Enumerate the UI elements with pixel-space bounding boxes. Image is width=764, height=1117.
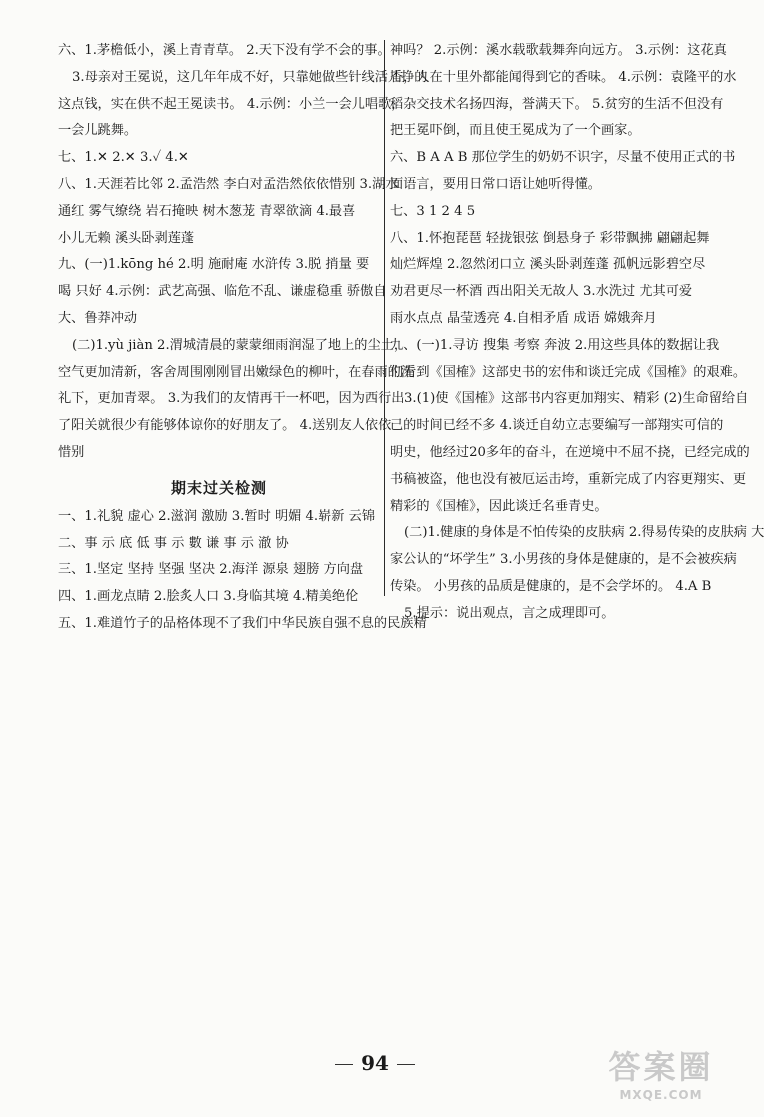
answer-line: 家公认的“坏学生” 3.小男孩的身体是健康的，是不会被疾病 [390, 552, 737, 568]
footer-dash-right [397, 1064, 415, 1065]
answer-line: 六、1.茅檐低小，溪上青青草。 2.天下没有学不会的事。 [58, 43, 391, 58]
answer-line: 五、1.难道竹子的品格体现不了我们中华民族自强不息的民族精 [58, 615, 427, 631]
answer-line: 雨水点点 晶莹透亮 4.自相矛盾 成语 嫦娥奔月 [390, 310, 657, 326]
answer-line: 空气更加清新，客舍周围刚刚冒出嫩绿色的柳叶，在春雨的洗 [58, 364, 415, 380]
answer-line: 七、3 1 2 4 5 [390, 203, 476, 219]
watermark-url: MXQE.COM [619, 1088, 703, 1102]
answer-line: 小儿无赖 溪头卧剥莲蓬 [58, 230, 195, 246]
left-answers-bottom [58, 504, 427, 638]
answer-line: 明史，他经过20多年的奋斗，在逆境中不屈不挠，已经完成的 [390, 444, 750, 460]
answer-line: 5.提示：说出观点，言之成理即可。 [404, 605, 615, 621]
answer-line: 通红 雾气缭绕 岩石掩映 树木葱茏 青翠欲滴 4.最喜 [58, 203, 356, 219]
answer-line: 灿烂辉煌 2.忽然闭口立 溪头卧剥莲蓬 孤帆远影碧空尽 [390, 257, 706, 273]
page-number: 94 [361, 1051, 389, 1075]
answer-line: 九、(一)1.寻访 搜集 考察 奔波 2.用这些具体的数据让我 [390, 337, 720, 353]
answer-line: 劝君更尽一杯酒 西出阳关无故人 3.水洗过 尤其可爱 [390, 284, 693, 300]
answer-line: 惜别 [58, 444, 85, 460]
column-divider [384, 40, 385, 596]
answer-line: 九、(一)1.kōng hé 2.明 施耐庵 水浒传 3.脱 捎量 要 [58, 257, 370, 273]
answer-line: 这点钱，实在供不起王冕读书。 4.示例：小兰一会儿唱歌， [58, 96, 405, 112]
section-title: 期末过关检测 [170, 478, 267, 497]
answer-line: (二)1.yù jiàn 2.渭城清晨的蒙蒙细雨润湿了地上的尘土， [72, 337, 408, 353]
footer-dash-left [335, 1064, 353, 1065]
answer-line: 书稿被盗，他也没有被厄运击垮，重新完成了内容更翔实、更 [390, 471, 747, 487]
right-column [390, 38, 764, 628]
answer-line: 把王冕吓倒，而且使王冕成为了一个画家。 [390, 123, 641, 139]
answer-line: 精彩的《国榷》，因此谈迁名垂青史。 [390, 498, 608, 514]
answer-line: 己的时间已经不多 4.谈迁自幼立志要编写一部翔实可信的 [390, 418, 724, 434]
right-answers [390, 38, 764, 628]
answer-line: 面语言，要用日常口语让她听得懂。 [390, 176, 601, 192]
answer-line: (二)1.健康的身体是不怕传染的皮肤病 2.得易传染的皮肤病 大 [404, 525, 764, 541]
answer-line: 三、1.坚定 坚持 坚强 坚决 2.海洋 源泉 翅膀 方向盘 [58, 562, 364, 578]
watermark-text: 答案圈 [608, 1048, 714, 1086]
answer-line: 礼下，更加青翠。 3.为我们的友情再干一杯吧，因为西行出 [58, 391, 405, 407]
answer-line: 喝 只好 4.示例：武艺高强、临危不乱、谦虚稳重 骄傲自 [58, 284, 387, 300]
answer-line: 大、鲁莽冲动 [58, 310, 138, 326]
left-column [58, 38, 428, 638]
answer-line: 稻杂交技术名扬四海，誉满天下。 5.贫穷的生活不但没有 [390, 96, 724, 112]
answer-line: 四、1.画龙点睛 2.脍炙人口 3.身临其境 4.精美绝伦 [58, 589, 359, 605]
answer-line: 3.母亲对王冕说，这几年年成不好，只靠她做些针线活儿挣的 [72, 69, 428, 85]
answer-line: 香，人在十里外都能闻得到它的香味。 4.示例：袁隆平的水 [390, 69, 737, 85]
answer-line: 一、1.礼貌 虚心 2.滋润 激励 3.暂时 明媚 4.崭新 云锦 [58, 508, 376, 524]
answer-line: 八、1.天涯若比邻 2.孟浩然 李白对孟浩然依依惜别 3.湖水 [58, 176, 399, 192]
answer-line: 传染。 小男孩的品质是健康的，是不会学坏的。 4.A B [390, 578, 712, 594]
left-answers-top [58, 38, 428, 467]
answer-line: 二、事 示 底 低 事 示 數 谦 事 示 澈 协 [58, 535, 289, 551]
answer-line: 3.(1)使《国榷》这部书内容更加翔实、精彩 (2)生命留给自 [404, 391, 749, 407]
answer-line: 八、1.怀抱琵琶 轻拢银弦 倒悬身子 彩带飘拂 翩翩起舞 [390, 230, 710, 246]
answer-line: 七、1.✕ 2.✕ 3.✓ 4.✕ [58, 150, 189, 166]
answer-line: 神吗？ 2.示例：溪水载歌载舞奔向远方。 3.示例：这花真 [390, 43, 727, 58]
watermark-logo [586, 1047, 736, 1109]
answer-line: 们看到《国榷》这部史书的宏伟和谈迁完成《国榷》的艰难。 [390, 364, 747, 380]
answer-line: 了阳关就很少有能够体谅你的好朋友了。 4.送别友人依依 [58, 418, 392, 434]
answer-line: 一会儿跳舞。 [58, 123, 138, 139]
answer-line: 六、B A A B 那位学生的奶奶不识字，尽量不使用正式的书 [390, 150, 736, 166]
